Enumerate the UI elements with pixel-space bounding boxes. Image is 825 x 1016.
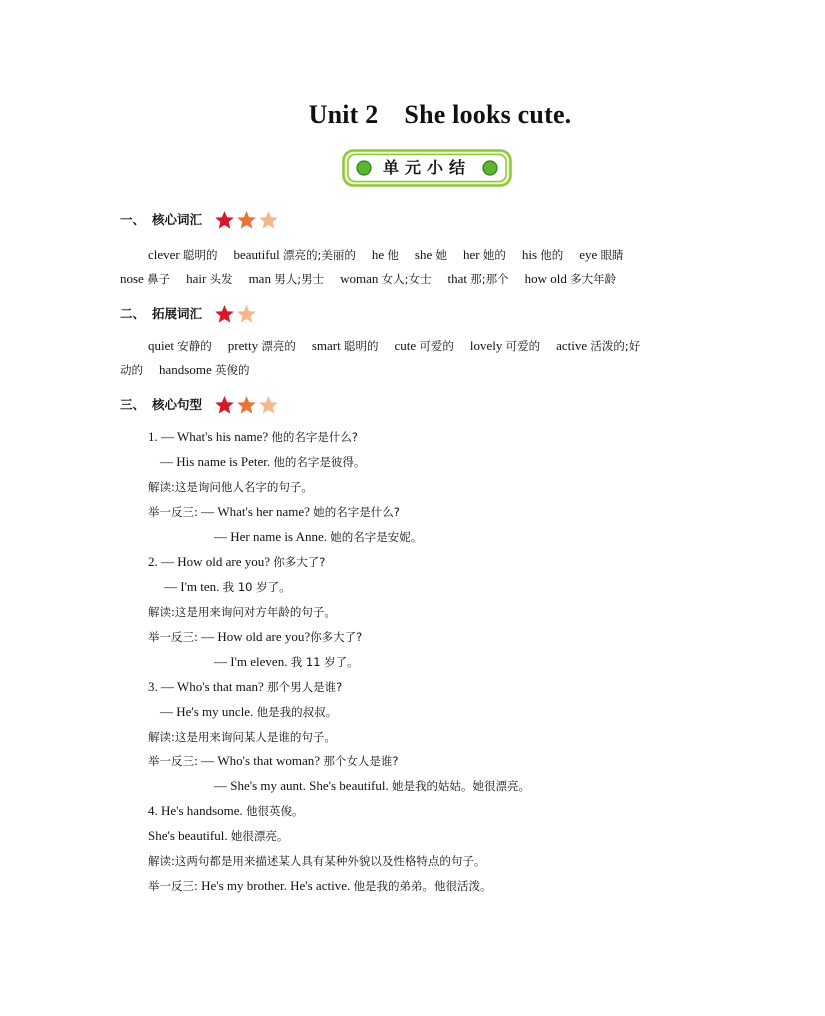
vocab-meaning: 眼睛 <box>600 248 624 262</box>
sentence-line: She's beautiful. 她很漂亮。 <box>148 828 289 843</box>
section-title: 核心词汇 <box>152 212 203 227</box>
example-line: — She's my aunt. She's beautiful. 她是我的姑姑。她很漂亮。 <box>214 778 531 793</box>
example-line: — Her name is Anne. 她的名字是安妮。 <box>214 529 423 544</box>
vocab-item <box>394 338 453 353</box>
ext-vocab-line-2-items <box>159 362 249 377</box>
example-line: — I'm eleven. 我 11 岁了。 <box>214 654 359 669</box>
explanation-line: 解读:这是询问他人名字的句子。 <box>148 480 313 494</box>
vocab-word: cute <box>394 338 420 353</box>
vocab-item <box>159 362 249 377</box>
sentence-line: — He's my uncle. 他是我的叔叔。 <box>160 704 338 719</box>
sentence-line: — I'm ten. 我 10 岁了。 <box>164 579 291 594</box>
section-badge <box>342 149 512 187</box>
example-line: 举一反三: — Who's that woman? 那个女人是谁? <box>148 753 399 768</box>
vocab-meaning: 聪明的 <box>343 339 379 353</box>
vocab-meaning: 女人;女士 <box>381 272 432 286</box>
vocab-word: eye <box>579 247 601 262</box>
explanation-line: 解读:这是用来询问某人是谁的句子。 <box>148 730 336 744</box>
ext-vocab-continuation: 动的 <box>120 363 143 377</box>
vocab-word: his <box>521 247 541 262</box>
vocab-item <box>148 338 212 353</box>
example-line: 举一反三: — What's her name? 她的名字是什么? <box>148 504 400 519</box>
star-icon <box>214 210 235 230</box>
vocab-item <box>415 247 447 262</box>
vocab-meaning: 可爱的 <box>505 339 541 353</box>
ext-vocab-line-1 <box>148 337 640 355</box>
vocab-word: active <box>556 338 591 353</box>
example-line: 举一反三: — How old are you?你多大了? <box>148 629 363 644</box>
star-icon <box>236 395 257 415</box>
vocab-meaning: 可爱的 <box>419 339 454 353</box>
vocab-meaning: 头发 <box>209 272 233 286</box>
core-vocab-line-2 <box>120 270 616 288</box>
vocab-item <box>372 247 399 262</box>
vocab-item <box>234 247 356 262</box>
badge-label: 单元小结 <box>382 158 471 177</box>
vocab-word: how old <box>524 271 571 286</box>
star-icon <box>214 304 235 324</box>
vocab-item <box>120 271 170 286</box>
star-icon <box>214 395 235 415</box>
star-icon <box>258 210 279 230</box>
star-icon <box>236 304 257 324</box>
page-title <box>0 100 825 130</box>
vocab-meaning: 鼻子 <box>147 272 171 286</box>
vocab-meaning: 聪明的 <box>183 248 218 262</box>
vocab-item <box>463 247 506 262</box>
vocab-word: quiet <box>148 338 178 353</box>
vocab-meaning: 那;那个 <box>470 272 509 286</box>
vocab-word: her <box>462 247 483 262</box>
vocab-word: hair <box>186 271 210 286</box>
vocab-word: woman <box>340 271 382 286</box>
vocab-word: that <box>447 271 471 286</box>
vocab-meaning: 活泼的;好 <box>590 339 641 353</box>
vocab-word: pretty <box>227 338 262 353</box>
section-ext-vocab-heading <box>120 302 257 326</box>
example-line: 举一反三: He's my brother. He's active. 他是我的弟弟。他很活泼。 <box>148 878 492 893</box>
section-core-vocab-heading <box>120 208 279 232</box>
vocab-meaning: 她 <box>435 248 447 262</box>
vocab-item <box>556 338 640 353</box>
ext-vocab-line-2 <box>120 361 249 379</box>
rating-stars <box>214 210 279 230</box>
vocab-item <box>579 247 623 262</box>
vocab-item <box>447 271 508 286</box>
vocab-item <box>186 271 232 286</box>
section-title: 核心句型 <box>152 397 203 412</box>
sentence-line: — His name is Peter. 他的名字是彼得。 <box>160 454 366 469</box>
unit-label: Unit 2 <box>308 100 379 129</box>
vocab-meaning: 英俊的 <box>214 363 250 377</box>
explanation-line: 解读:这是用来询问对方年龄的句子。 <box>148 605 336 619</box>
rating-stars <box>214 304 257 324</box>
vocab-word: smart <box>311 338 344 353</box>
vocab-item <box>470 338 540 353</box>
vocab-meaning: 他 <box>387 248 399 262</box>
vocab-item <box>249 271 325 286</box>
vocab-meaning: 她的 <box>482 248 506 262</box>
vocab-item <box>522 247 563 262</box>
vocab-word: clever <box>148 247 184 262</box>
section-number: 三、 <box>120 397 146 412</box>
vocab-word: he <box>371 247 388 262</box>
section-sentences-heading <box>120 393 279 417</box>
section-title: 拓展词汇 <box>152 306 203 321</box>
vocab-meaning: 他的 <box>540 248 564 262</box>
unit-title: She looks cute. <box>404 100 572 129</box>
vocab-meaning: 多大年龄 <box>570 272 617 286</box>
vocab-item <box>228 338 296 353</box>
vocab-item <box>148 247 218 262</box>
star-icon <box>236 210 257 230</box>
vocab-word: nose <box>120 271 148 286</box>
sentence-line: 3. — Who's that man? 那个男人是谁? <box>148 679 343 694</box>
vocab-item <box>525 271 617 286</box>
sentence-line: 4. He's handsome. 他很英俊。 <box>148 803 304 818</box>
vocab-word: handsome <box>159 362 215 377</box>
vocab-meaning: 漂亮的 <box>261 339 296 353</box>
core-vocab-line-1 <box>148 246 624 264</box>
vocab-item <box>340 271 431 286</box>
vocab-meaning: 漂亮的;美丽的 <box>282 248 356 262</box>
sentence-line: 2. — How old are you? 你多大了? <box>148 554 326 569</box>
vocab-word: man <box>248 271 275 286</box>
section-number: 二、 <box>120 306 146 321</box>
vocab-meaning: 男人;男士 <box>274 272 325 286</box>
explanation-line: 解读:这两句都是用来描述某人具有某种外貌以及性格特点的句子。 <box>148 854 486 868</box>
vocab-item <box>312 338 379 353</box>
vocab-meaning: 安静的 <box>177 339 212 353</box>
vocab-word: beautiful <box>233 247 283 262</box>
star-icon <box>258 395 279 415</box>
vocab-word: she <box>414 247 436 262</box>
rating-stars <box>214 395 279 415</box>
sentence-line: 1. — What's his name? 他的名字是什么? <box>148 429 359 444</box>
vocab-word: lovely <box>469 338 506 353</box>
section-number: 一、 <box>120 212 146 227</box>
